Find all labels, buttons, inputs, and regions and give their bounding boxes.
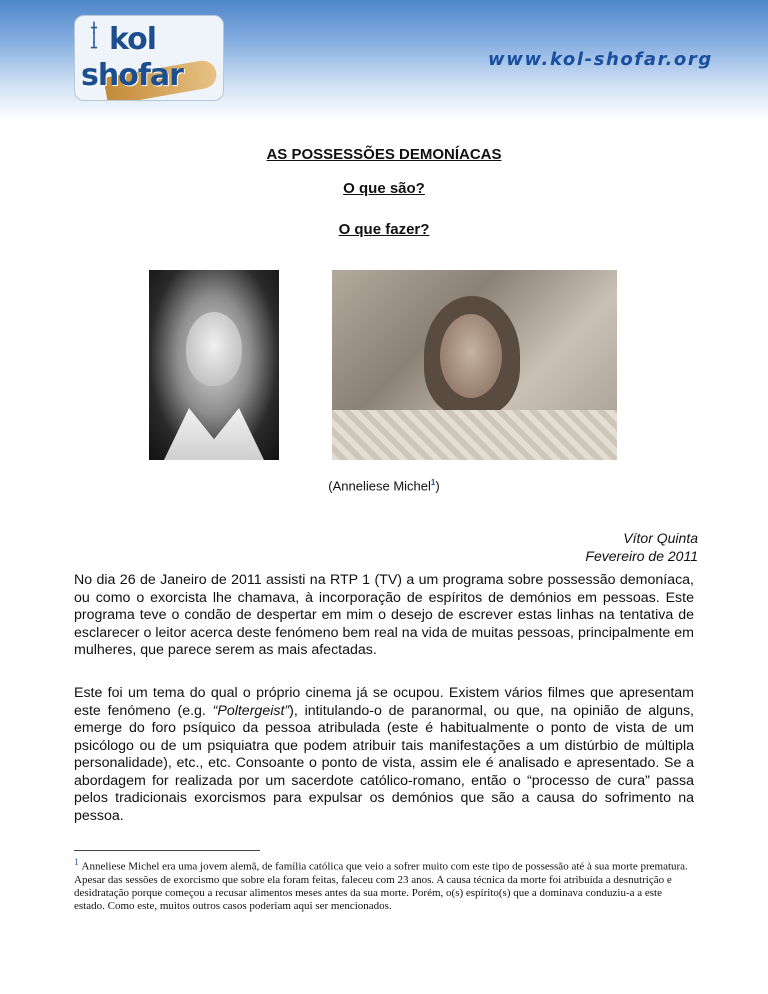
footnote-number: 1	[74, 857, 79, 867]
footnote-text: Anneliese Michel era uma jovem alemã, de família católica que veio a sofrer muito com este tipo de possessão até à sua morte prematura. Apesar das sessões de exorcismo que sobre ela foram feitas, faleceu com 23 anos. A causa técnica da morte foi atribuída a desnutrição e desidratação porque começou a recusar alimentos meses antes da sua morte. Porém, o(s) espírito(s) que a dominava conduziu-a a este estado. Como este, muitos outros casos poderiam aqui ser mencionados.	[74, 860, 688, 913]
footnote	[74, 856, 694, 913]
portrait-face	[186, 312, 242, 386]
body-paragraph-2	[74, 685, 694, 825]
logo-word-shofar: shofar	[81, 58, 183, 93]
photo-face	[440, 314, 502, 398]
portrait-photo	[149, 270, 279, 460]
photo-blanket	[332, 410, 617, 460]
kol-shofar-logo[interactable]	[74, 15, 224, 101]
caption-close: )	[435, 478, 440, 494]
figure-caption	[0, 478, 768, 493]
site-url-link[interactable]: www.kol-shofar.org	[488, 49, 713, 70]
bedridden-photo	[332, 270, 617, 460]
paragraph-2-start: Este foi um tema do qual o próprio cinema já se ocupou. Existem vários filmes que apresentam este fenómeno (e.g.	[74, 685, 694, 719]
byline	[585, 529, 698, 565]
menorah-icon: ╋ ┃ ┻	[90, 23, 98, 54]
subtitle-question-2: O que fazer?	[338, 221, 430, 238]
portrait-collar	[164, 408, 264, 460]
author-name: Vítor Quinta	[623, 530, 698, 546]
document-title: AS POSSESSÕES DEMONÍACAS	[266, 146, 502, 163]
body-paragraph-1: No dia 26 de Janeiro de 2011 assisti na RTP 1 (TV) a um programa sobre possessão demoníaca, ou como o exorcista lhe chamava, à incorporação de espíritos de demónios em pessoas. Este programa teve o condão de despertar em mim o desejo de escrever estas linhas na tentativa de esclarecer o leitor acerca deste fenómeno bem real na vida de muitas pessoas, principalmente em mulheres, que parece serem as mais afectadas.	[74, 572, 694, 658]
film-title: “Poltergeist”	[212, 702, 290, 719]
footnote-reference[interactable]: 1	[430, 478, 436, 487]
paragraph-2-end: ), intitulando-o de paranormal, ou que, na opinião de alguns, emerge do foro psíquico da pessoa atribulada (este é habitualmente o ponto de vista de um psicólogo ou de um psiquiatra que podem atribuir tais manifestações a um distúrbio de múltipla personalidade), etc., etc. Consoante o ponto de vista, assim ele é analisado e apresentado. Se a abordagem for realizada por um sacerdote católico-romano, então o “processo de cura” passa pelos tradicionais exorcismos para expulsar os demónios que são a causa do sofrimento na pessoa.	[74, 702, 694, 824]
footnote-separator	[74, 850, 260, 851]
publication-date: Fevereiro de 2011	[585, 548, 698, 564]
subtitle-question-1: O que são?	[343, 180, 425, 197]
logo-word-kol: kol	[109, 22, 157, 57]
caption-text: (Anneliese Michel	[328, 478, 431, 494]
